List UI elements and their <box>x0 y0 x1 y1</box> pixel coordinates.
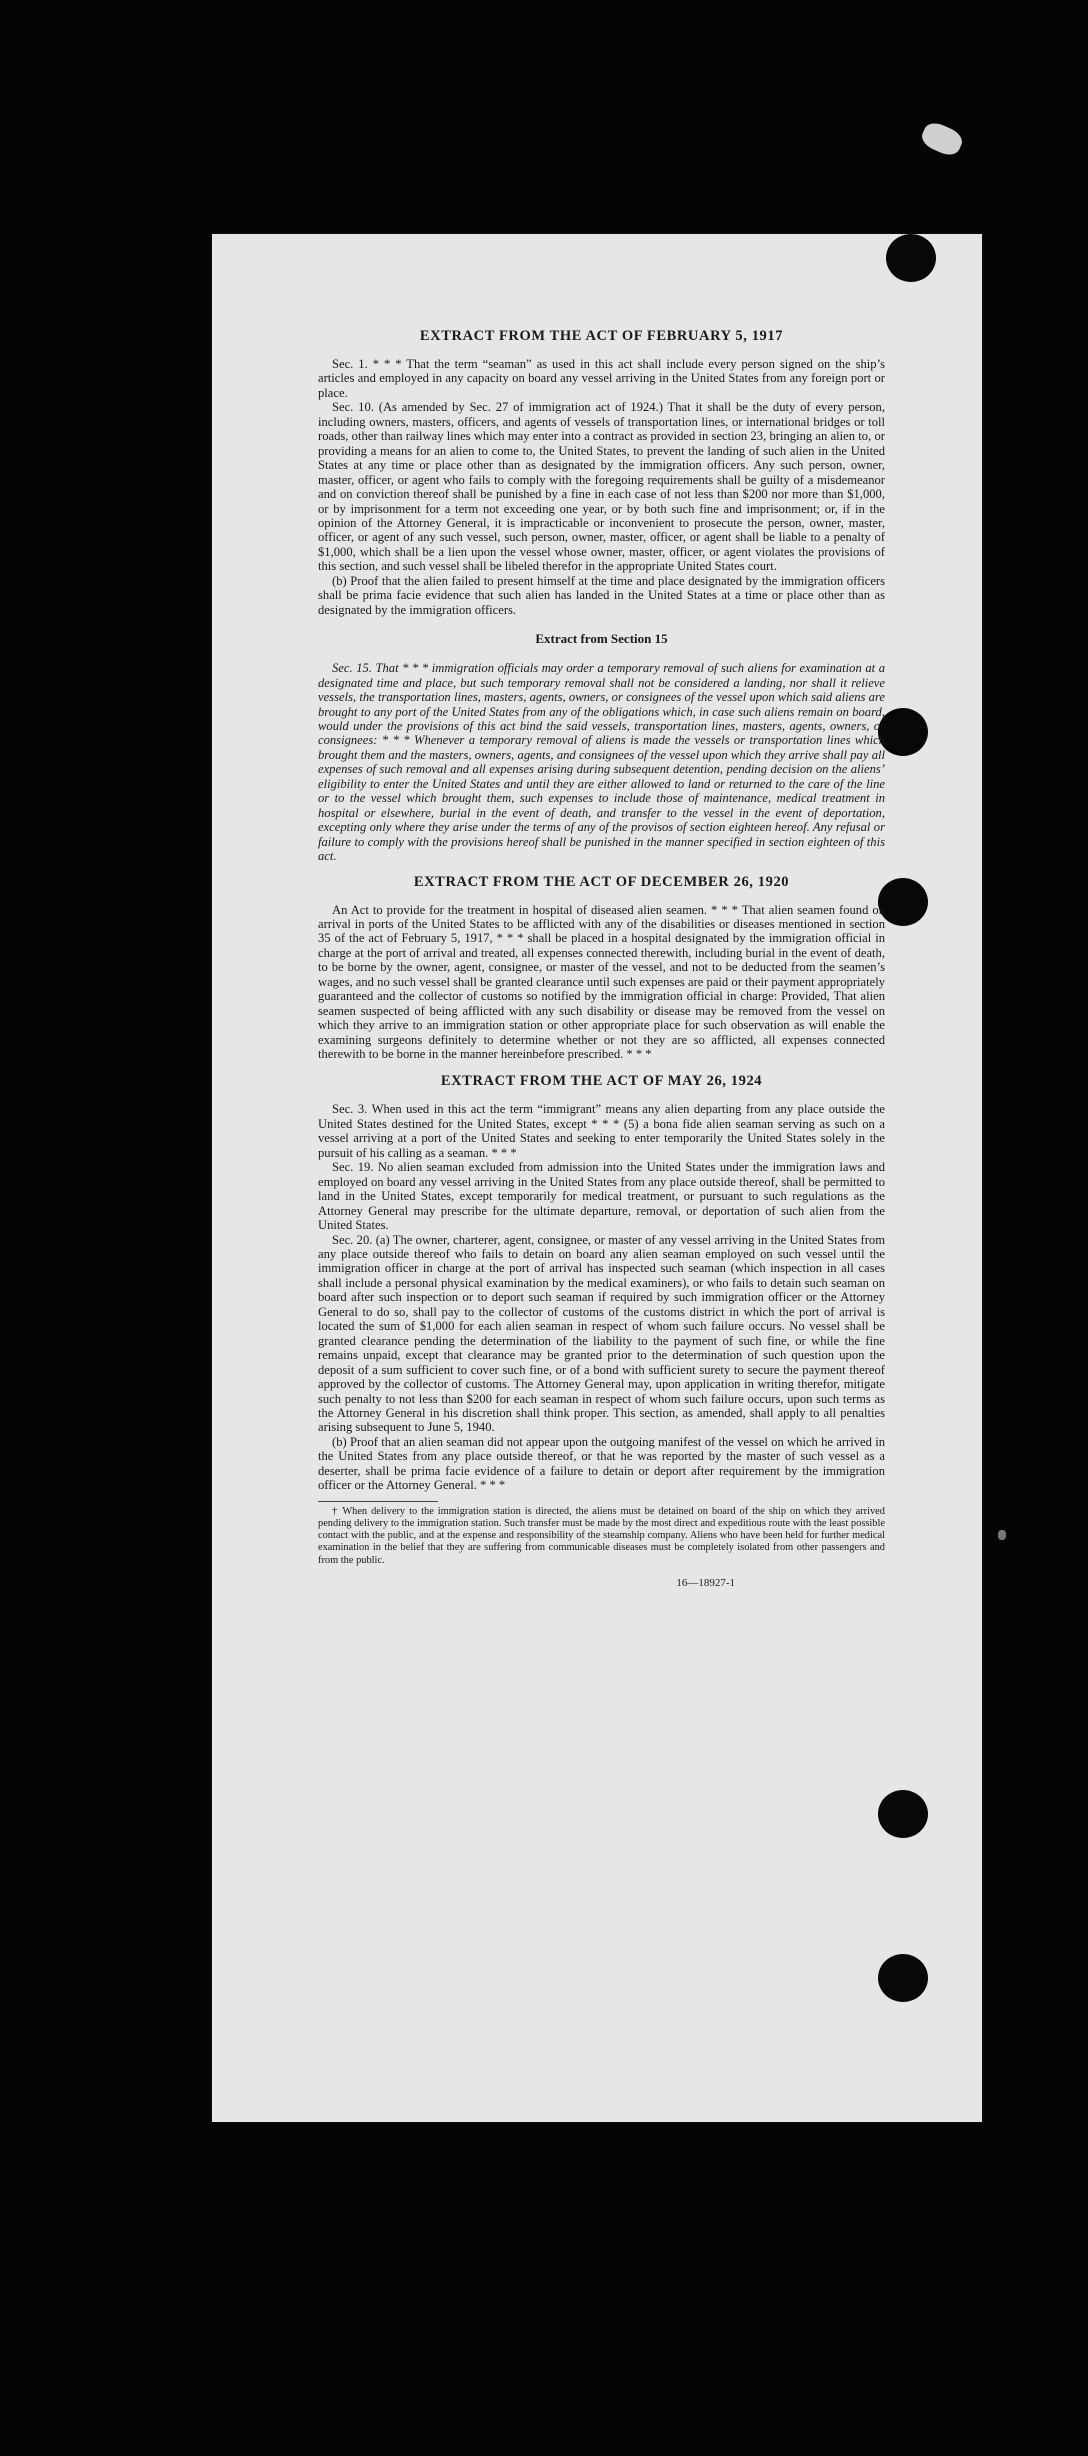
para-1924-sec3: Sec. 3. When used in this act the term “immigrant” means any alien departing from any place outside the United States destined for the United States, except * * * (5) a bona fide alien seaman serving as such on a vessel arriving at a port of the United States and seeking to enter temporarily the United States solely in the pursuit of his calling as a seaman. * * * <box>318 1102 885 1160</box>
document-body <box>318 234 885 1589</box>
punch-hole <box>878 878 928 926</box>
footnote: † When delivery to the immigration station is directed, the aliens must be detained on board of the ship on which they arrived pending delivery to the immigration station. Such transfer must be made by the most direct and expeditious route with the least possible contact with the public, and at the expense and responsibility of the steamship company. Aliens who have been held for further medical examination in the belief that they are suffering from communicable diseases must be completely isolated from other passengers and from the public. <box>318 1505 885 1566</box>
heading-act-1920: EXTRACT FROM THE ACT OF DECEMBER 26, 1920 <box>413 873 790 890</box>
punch-hole <box>878 1954 928 2002</box>
para-1917-sec1: Sec. 1. * * * That the term “seaman” as used in this act shall include every person signed on the ship’s articles and employed in any capacity on board any vessel arriving in the United States from any foreign port or place. <box>318 357 885 400</box>
document-page <box>212 234 982 2122</box>
footnote-rule <box>318 1501 438 1502</box>
heading-act-1917: EXTRACT FROM THE ACT OF FEBRUARY 5, 1917 <box>419 328 784 344</box>
para-1924-sec19: Sec. 19. No alien seaman excluded from admission into the United States under the immigration laws and employed on board any vessel arriving in the United States from any place outside thereof, shall be permitted to land in the United States, except temporarily for medical treatment, or pursuant to such regulations as the Attorney General may prescribe for the ultimate departure, removal, or deportation of such alien from the United States. <box>318 1160 885 1233</box>
dust-speck <box>918 119 965 159</box>
para-1920: An Act to provide for the treatment in hospital of diseased alien seamen. * * * That alien seamen found on arrival in ports of the United States to be afflicted with any of the disabilities or diseases mentioned in section 35 of the act of February 5, 1917, * * * shall be placed in a hospital designated by the immigration official in charge at the port of arrival and treated, all expenses connected therewith, including burial in the event of death, to be borne by the owner, agent, consignee, or master of the vessel, and not to be deducted from the seamen’s wages, and no such vessel shall be granted clearance until such expenses are paid or their payment appropriately guaranteed and the collector of customs so notified by the immigration official in charge: Provided, That alien seamen suspected of being afflicted with any such disability or disease may be removed from the vessel on which they arrive to an immigration station or other appropriate place for such observation as will enable the examining surgeons definitely to determine whether or not they are so afflicted, all expenses connected therewith to be borne in the manner hereinbefore prescribed. * * * <box>318 902 885 1062</box>
print-code: 16—18927-1 <box>676 1576 735 1589</box>
para-1924-sec20b: (b) Proof that an alien seaman did not appear upon the outgoing manifest of the vessel on which he arrived in the United States from any place outside thereof, or that he was reported by the master of such vessel as a deserter, shall be prima facie evidence of a failure to detain or deport after requirement by the immigration officer or the Attorney General. * * * <box>318 1434 885 1493</box>
heading-section-15: Extract from Section 15 <box>535 631 668 647</box>
para-1917-sec10: Sec. 10. (As amended by Sec. 27 of immigration act of 1924.) That it shall be the duty of every person, including owners, masters, officers, and agents of vessels of transportation lines, or international bridges or toll roads, other than railway lines which may enter into a contract as provided in section 23, bringing an alien to, or providing a means for an alien to come to, the United States, to prevent the landing of such alien in the United States at any time or place other than as designated by the immigration officers. Any such person, owner, master, officer, or agent who fails to comply with the foregoing requirements shall be guilty of a misdemeanor and on conviction thereof shall be punished by a fine in each case of not less than $200 nor more than $1,000, or by imprisonment for a term not exceeding one year, or by both such fine and imprisonment; or, if in the opinion of the Attorney General, it is impracticable or inconvenient to prosecute the person, owner, master, officer, or agent of any such vessel, such person, owner, master, officer, or agent shall be liable to a penalty of $1,000, which shall be a lien upon the vessel whose owner, master, officer, or agent violates the provisions of this section, and such vessel shall be libeled therefor in the appropriate United States court. <box>318 400 885 574</box>
para-section-15: Sec. 15. That * * * immigration officials may order a temporary removal of such aliens for examination at a designated time and place, but such temporary removal shall not be considered a landing, nor shall it relieve vessels, the transportation lines, masters, agents, owners, or consignees of the vessel upon which said aliens are brought to any port of the United States from any of the obligations which, in case such aliens remain on board, would under the provisions of this act bind the said vessels, transportation lines, masters, agents, owners, or consignees: * * * Whenever a temporary removal of aliens is made the vessels or transportation lines which brought them and the masters, owners, agents, and consignees of the vessel upon which they arrive shall pay all expenses of such removal and all expenses arising during subsequent detention, pending decision on the aliens’ eligibility to enter the United States and until they are either allowed to land or returned to the care of the line or to the vessel which brought them, such expenses to include those of maintenance, medical treatment in hospital or elsewhere, burial in the event of death, and transfer to the vessel in the event of deportation, excepting only where they arise under the terms of any of the provisos of section eighteen hereof. Any refusal or failure to comply with the provisions hereof shall be punished in the manner specified in section eighteen of this act. <box>318 661 885 864</box>
para-1917-sec10b: (b) Proof that the alien failed to present himself at the time and place designated by the immigration officers shall be prima facie evidence that such alien has landed in the United States at a time or place other than as designated by the immigration officers. <box>318 573 885 617</box>
heading-act-1924: EXTRACT FROM THE ACT OF MAY 26, 1924 <box>440 1073 763 1090</box>
punch-hole <box>878 1790 928 1838</box>
punch-hole <box>886 234 936 282</box>
punch-hole <box>878 708 928 756</box>
para-1924-sec20: Sec. 20. (a) The owner, charterer, agent, consignee, or master of any vessel arriving in the United States from any place outside thereof who fails to detain on board any alien seaman employed on such vessel until the immigration officer in charge at the port of arrival has inspected such seaman (which inspection in all cases shall include a personal physical examination by the medical examiners), or who fails to detain such seaman on board after such inspection or to deport such seaman if required by such immigration officer or the Attorney General to do so, shall pay to the collector of customs of the customs district in which the port of arrival is located the sum of $1,000 for each alien seaman in respect of whom such failure occurs. No vessel shall be granted clearance pending the determination of the liability to the payment of such fine, or while the fine remains unpaid, except that clearance may be granted prior to the determination of such question upon the deposit of a sum sufficient to cover such fine, or of a bond with sufficient surety to secure the payment thereof approved by the collector of customs. The Attorney General may, upon application in writing therefor, mitigate such penalty to not less than $200 for each seaman in respect of whom such failure occurs, upon such terms as the Attorney General in his discretion shall think proper. This section, as amended, shall apply to all penalties arising subsequent to June 5, 1940. <box>318 1232 885 1435</box>
dust-speck <box>998 1530 1006 1540</box>
